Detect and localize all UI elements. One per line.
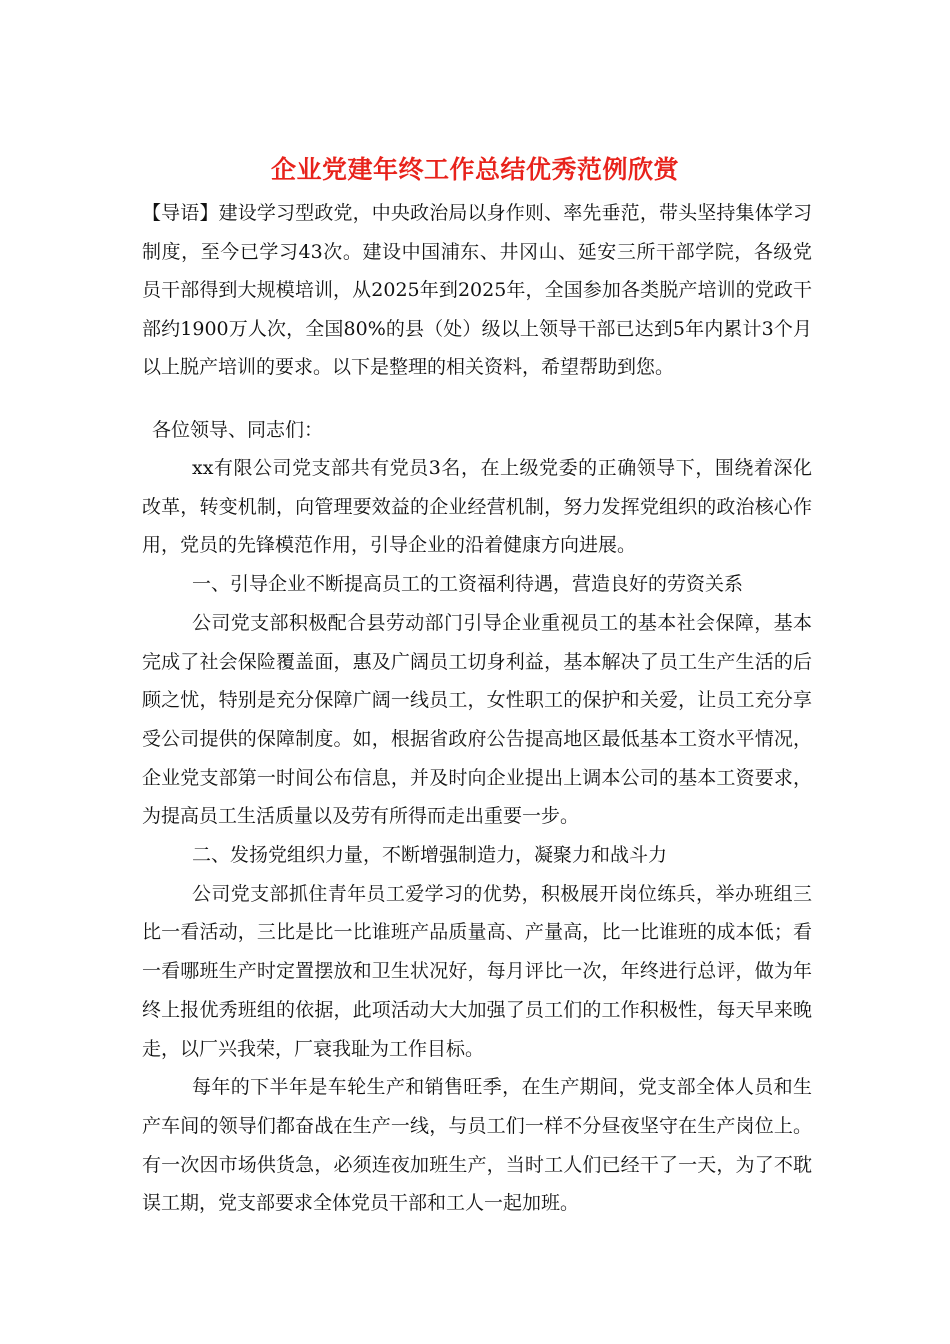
section-heading: 二、发扬党组织力量，不断增强制造力，凝聚力和战斗力 [192, 844, 668, 867]
document-title: 企业党建年终工作总结优秀范例欣赏 [270, 155, 679, 184]
section-heading: 一、引导企业不断提高员工的工资福利待遇，营造良好的劳资关系 [192, 573, 744, 596]
body-paragraph: xx有限公司党支部共有党员3名，在上级党委的正确领导下，围绕着深化改革，转变机制，向管理要效益的企业经营机制，努力发挥党组织的政治核心作用，党员的先锋模范作用，引导企业的沿着健康方向进展。 [142, 457, 812, 557]
body-paragraph: 公司党支部抓住青年员工爱学习的优势，积极展开岗位练兵，举办班组三比一看活动，三比是比一比谁班产品质量高、产量高，比一比谁班的成本低；看一看哪班生产时定置摆放和卫生状况好，每月评比一次，年终进行总评，做为年终上报优秀班组的依据，此项活动大大加强了员工们的工作积极性，每天早来晚走，以厂兴我荣，厂衰我耻为工作目标。 [142, 882, 812, 1060]
body-paragraph: 每年的下半年是车轮生产和销售旺季，在生产期间，党支部全体人员和生产车间的领导们都奋战在生产一线，与员工们一样不分昼夜坚守在生产岗位上。有一次因市场供货急，必须连夜加班生产，当时工人们已经干了一天，为了不耽误工期，党支部要求全体党员干部和工人一起加班。 [142, 1076, 812, 1215]
body-paragraph: 公司党支部积极配合县劳动部门引导企业重视员工的基本社会保障，基本完成了社会保险覆盖面，惠及广阔员工切身利益，基本解决了员工生产生活的后顾之忧，特别是充分保障广阔一线员工，女性职工的保护和关爱，让员工充分享受公司提供的保障制度。如，根据省政府公告提高地区最低基本工资水平情况，企业党支部第一时间公布信息，并及时向企业提出上调本公司的基本工资要求，为提高员工生活质量以及劳有所得而走出重要一步。 [142, 611, 812, 828]
document-body [142, 449, 812, 1223]
salutation: 各位领导、同志们： [152, 419, 324, 441]
intro-paragraph: 【导语】建设学习型政党，中央政治局以身作则、率先垂范，带头坚持集体学习制度，至今已学习43次。建设中国浦东、井冈山、延安三所干部学院，各级党员干部得到大规模培训，从2025年到2025年，全国参加各类脱产培训的党政干部约1900万人次，全国80%的县（处）级以上领导干部已达到5年内累计3个月以上脱产培训的要求。以下是整理的相关资料，希望帮助到您。 [142, 202, 812, 379]
